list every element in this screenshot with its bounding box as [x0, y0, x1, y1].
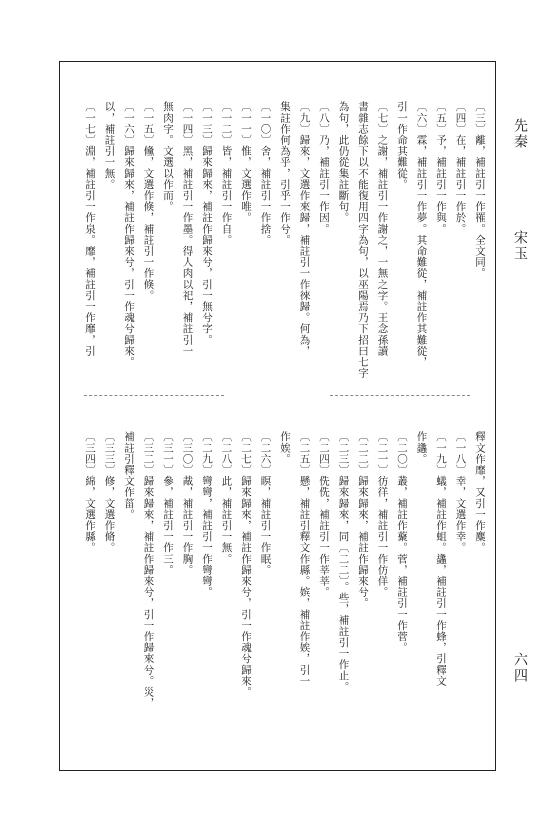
- annotation-column: 〔二三〕歸來歸來，同〔二二〕。些，補註引一作止。: [337, 431, 350, 693]
- section-divider-lower: [84, 395, 224, 397]
- annotation-column: 引一作命其難從。: [396, 101, 408, 190]
- annotation-column: 〔二〇〕叢，補註作藂。菅，補註引一作菅。: [396, 431, 408, 653]
- annotation-column: 〔一四〕黑，補註引一作墨。得人肉以祀，補註引一: [181, 101, 194, 357]
- annotation-column: 〔二一〕彷徉，補註引一作仿佯。: [376, 431, 389, 598]
- annotation-column: 〔三四〕綿，文選作縣。: [84, 431, 96, 554]
- annotation-column: 〔九〕歸來，文選作來歸，補註引一作徠歸。何為，: [298, 101, 311, 357]
- annotation-column: 〔二九〕彎彎，補註引一作彎彎。: [201, 431, 213, 598]
- annotation-column: 〔一三〕歸來歸來，補註作歸來兮，引一無兮字。: [201, 101, 213, 346]
- annotation-column: 〔二八〕此，補註引一無。: [220, 431, 233, 565]
- annotation-column: 〔八〕乃，補註引一作因。: [318, 101, 330, 235]
- annotation-column: 〔三二〕歸來歸來，補註作歸來兮，引一作歸來兮。災，: [142, 431, 155, 709]
- annotation-column: 〔一九〕蟻，補註作蛆。蠭，補註引一作蜂，引釋文: [435, 431, 447, 687]
- annotation-column: 以，補註引一無。: [103, 101, 116, 190]
- section-divider-upper: [330, 395, 470, 397]
- annotation-column: 〔三〕離，補註引一作罹。全文同。: [474, 101, 486, 279]
- annotation-column: 〔七〕之謝，補註引一作謝之，一無之字。王念孫讀: [376, 101, 389, 357]
- annotation-column: 補註引釋文作菑。: [123, 431, 135, 520]
- annotation-column: 集註作何為乎，引乎一作兮。: [279, 101, 291, 246]
- annotation-column: 作蠭。: [415, 431, 428, 465]
- annotation-column: 〔三〇〕胾，補註引一作胸。: [181, 431, 194, 576]
- annotation-column: 為句，此仍從集註斷句。: [337, 101, 350, 224]
- annotation-column: 〔二二〕歸來歸來，補註作歸來兮。: [357, 431, 369, 609]
- annotation-column: 無肉字。文選以作而。: [162, 101, 174, 212]
- annotation-column: 〔一五〕儵，文選作倏，補註引一作倏。: [142, 101, 155, 301]
- annotation-column: 〔二七〕歸來歸來，補註作歸來兮，引一作魂兮歸來。: [240, 431, 252, 698]
- header-author: 宋玉: [512, 230, 528, 262]
- page-number: 六四: [512, 652, 528, 684]
- annotation-column: 〔三三〕修，文選作脩。: [103, 431, 116, 554]
- annotation-column: 釋文作靡，又引一作麋。: [474, 431, 486, 554]
- annotation-column: 〔一七〕淵，補註引一作泉。靡，補註引一作靡，引: [84, 101, 96, 357]
- annotation-column: 〔一一〕惟，文選作唯。: [240, 101, 252, 224]
- annotation-column: 〔二四〕侁侁，補註引一作莘莘。: [318, 431, 330, 598]
- annotation-column: 〔二六〕瞑，補註引一作眠。: [259, 431, 272, 576]
- annotation-column: 〔五〕予，補註引一作與。: [435, 101, 447, 235]
- annotation-column: 〔六〕霖，補註引一作夢。其命難從，補註作其難從，: [415, 101, 428, 368]
- annotation-column: 作娭。: [279, 431, 291, 465]
- annotation-column: 〔四〕在，補註引一作於。: [454, 101, 467, 235]
- header-dynasty: 先秦: [512, 118, 528, 150]
- annotation-column: 〔一〇〕舍，補註引一作捨。: [259, 101, 272, 246]
- annotation-column: 書雜志餘下以不能復用四字為句，以巫陽焉乃下招曰七字: [357, 101, 369, 379]
- annotation-column: 〔一六〕歸來歸來，補註作歸來兮，引一作魂兮歸來。: [123, 101, 135, 368]
- annotation-column: 〔一二〕皆，補註引一作自。: [220, 101, 233, 246]
- annotation-column: 〔一八〕幸，文選作幸。: [454, 431, 467, 554]
- annotation-column: 〔三一〕參，補註引一作三。: [162, 431, 174, 576]
- annotation-column: 〔二五〕懸，補註引釋文作縣。嫔，補註作娭，引一: [298, 431, 311, 687]
